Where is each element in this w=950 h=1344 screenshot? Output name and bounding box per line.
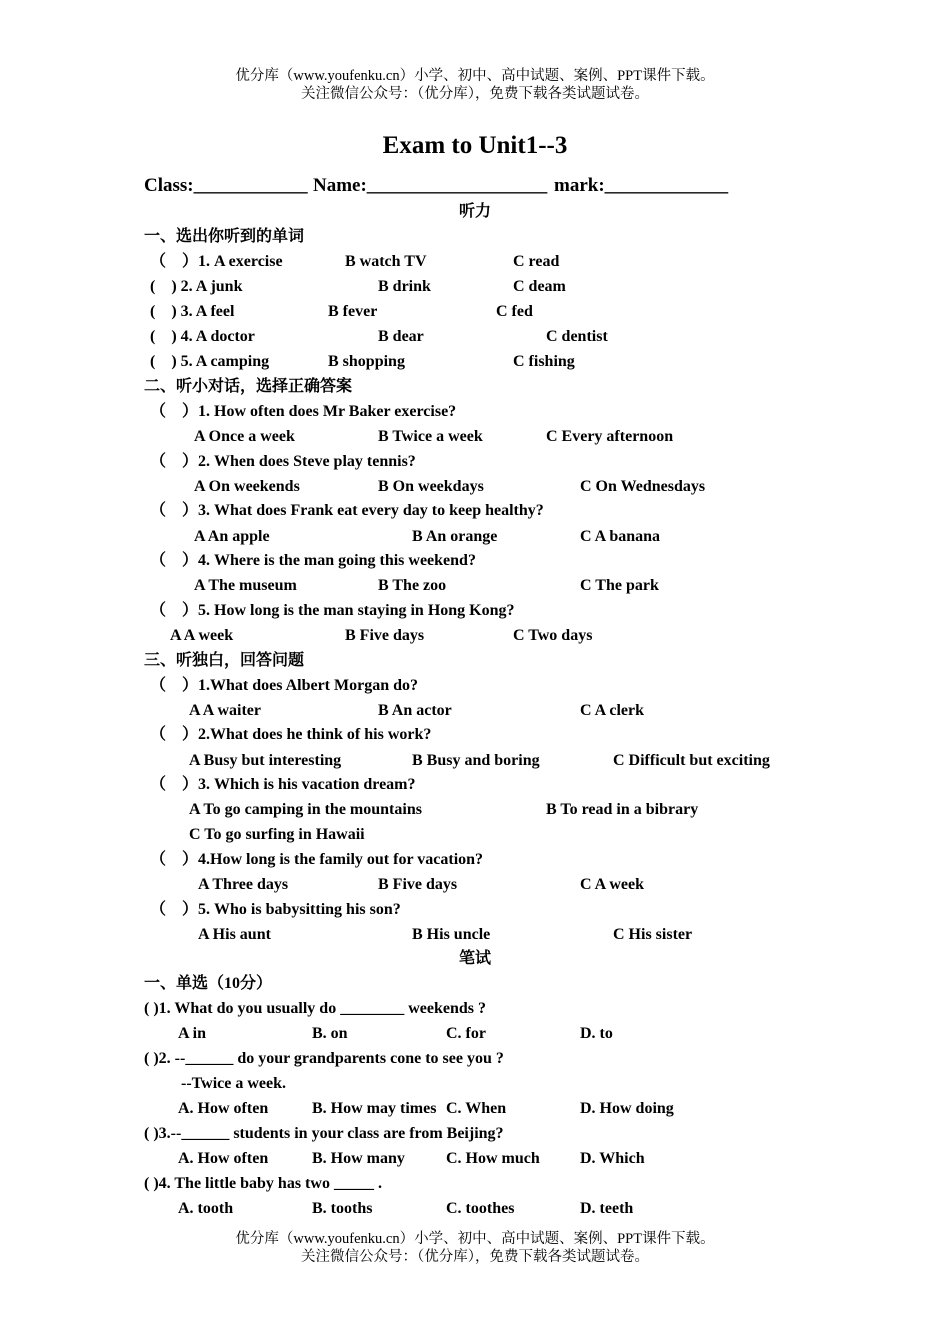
l3-q5: （ ）5. Who is babysitting his son? xyxy=(150,901,401,918)
l2-q1-c: C Every afternoon xyxy=(546,428,674,445)
l1-q5-c: C fishing xyxy=(513,353,575,370)
l3-q3-a: A To go camping in the mountains xyxy=(189,801,422,818)
l2-q4-b: B The zoo xyxy=(378,577,447,594)
l3-q5-b: B His uncle xyxy=(412,926,491,943)
w1-q1: ( )1. What do you usually do ________ weekends ? xyxy=(144,1000,486,1017)
watermark-bottom-line1: 优分库（www.youfenku.cn）小学、初中、高中试题、案例、PPT课件下载。 xyxy=(235,1231,715,1247)
w1-q3-b: B. How many xyxy=(312,1150,405,1167)
watermark-top-line2: 关注微信公众号：（优分库），免费下载各类试题试卷。 xyxy=(301,86,649,102)
l1-q4-b: B dear xyxy=(378,328,424,345)
l3-q1-c: C A clerk xyxy=(580,702,644,719)
l1-q1: （ ）1. A exercise xyxy=(150,253,283,270)
l2-q3-c: C A banana xyxy=(580,528,661,545)
w1-q4-d: D. teeth xyxy=(580,1200,634,1217)
listening-part3-title: 三、听独白，回答问题 xyxy=(144,652,305,669)
l3-q1-a: A A waiter xyxy=(189,702,261,719)
w1-q4-a: A. tooth xyxy=(178,1200,234,1217)
l3-q2: （ ）2.What does he think of his work? xyxy=(150,726,432,743)
l2-q5-b: B Five days xyxy=(345,627,425,644)
l3-q4-c: C A week xyxy=(580,876,644,893)
w1-q4-c: C. toothes xyxy=(446,1200,515,1217)
w1-q2-d: D. How doing xyxy=(580,1100,674,1117)
w1-q2-a: A. How often xyxy=(178,1100,269,1117)
l2-q3: （ ）3. What does Frank eat every day to keep healthy? xyxy=(150,502,544,519)
l1-q3-c: C fed xyxy=(496,303,533,320)
l1-q2-b: B drink xyxy=(378,278,431,295)
l1-q5: ( ) 5. A camping xyxy=(150,353,270,370)
watermark-bottom-line2: 关注微信公众号：（优分库），免费下载各类试题试卷。 xyxy=(301,1249,649,1265)
l3-q2-c: C Difficult but exciting xyxy=(613,752,770,769)
l2-q2-b: B On weekdays xyxy=(378,478,484,495)
l3-q5-c: C His sister xyxy=(613,926,693,943)
l1-q5-b: B shopping xyxy=(328,353,405,370)
exam-title: Exam to Unit1--3 xyxy=(382,132,568,159)
l1-q2: ( ) 2. A junk xyxy=(150,278,243,295)
l1-q4-c: C dentist xyxy=(546,328,608,345)
l3-q3-b: B To read in a bibrary xyxy=(546,801,699,818)
l3-q4: （ ）4.How long is the family out for vacation? xyxy=(150,851,484,868)
l1-q3: ( ) 3. A feel xyxy=(150,303,235,320)
l2-q5-c: C Two days xyxy=(513,627,593,644)
l3-q1-b: B An actor xyxy=(378,702,452,719)
class-field: Class:____________ xyxy=(144,175,308,196)
l2-q5-a: A A week xyxy=(170,627,234,644)
w1-q4: ( )4. The little baby has two _____ . xyxy=(144,1175,382,1192)
l2-q3-b: B An orange xyxy=(412,528,498,545)
l3-q2-b: B Busy and boring xyxy=(412,752,540,769)
writing-part1-title: 一、单选（10分） xyxy=(144,975,273,992)
l3-q4-b: B Five days xyxy=(378,876,458,893)
listening-heading: 听力 xyxy=(458,203,491,220)
w1-q1-d: D. to xyxy=(580,1025,613,1042)
watermark-top-line1: 优分库（www.youfenku.cn）小学、初中、高中试题、案例、PPT课件下载。 xyxy=(235,68,715,84)
l1-q1-c: C read xyxy=(513,253,560,270)
w1-q2-b: B. How may times xyxy=(312,1100,437,1117)
w1-q3-a: A. How often xyxy=(178,1150,269,1167)
w1-q3-d: D. Which xyxy=(580,1150,645,1167)
l3-q3: （ ）3. Which is his vacation dream? xyxy=(150,776,416,793)
l3-q4-a: A Three days xyxy=(198,876,289,893)
w1-q2: ( )2. --______ do your grandparents cone to see you ? xyxy=(144,1050,504,1067)
listening-part2-title: 二、听小对话，选择正确答案 xyxy=(144,378,353,395)
mark-field: mark:_____________ xyxy=(554,175,729,196)
l2-q5: （ ）5. How long is the man staying in Hong Kong? xyxy=(150,602,515,619)
l1-q4: ( ) 4. A doctor xyxy=(150,328,255,345)
listening-part1-title: 一、选出你听到的单词 xyxy=(144,228,305,245)
writing-heading: 笔试 xyxy=(458,950,491,967)
l2-q1-b: B Twice a week xyxy=(378,428,483,445)
w1-q2-c: C. When xyxy=(446,1100,507,1117)
l3-q2-a: A Busy but interesting xyxy=(189,752,342,769)
l3-q3-c: C To go surfing in Hawaii xyxy=(189,826,365,843)
l3-q5-a: A His aunt xyxy=(198,926,271,943)
w1-q1-c: C. for xyxy=(446,1025,486,1042)
l1-q3-b: B fever xyxy=(328,303,378,320)
l3-q1: （ ）1.What does Albert Morgan do? xyxy=(150,677,419,694)
l2-q1: （ ）1. How often does Mr Baker exercise? xyxy=(150,403,457,420)
l2-q4-c: C The park xyxy=(580,577,659,594)
w1-q1-a: A in xyxy=(178,1025,207,1042)
name-field: Name:___________________ xyxy=(313,175,548,196)
w1-q3-c: C. How much xyxy=(446,1150,540,1167)
w1-q1-b: B. on xyxy=(312,1025,348,1042)
l2-q2-c: C On Wednesdays xyxy=(580,478,706,495)
w1-q2-extra: --Twice a week. xyxy=(181,1075,286,1092)
l2-q4-a: A The museum xyxy=(194,577,297,594)
l2-q3-a: A An apple xyxy=(194,528,270,545)
l1-q2-c: C deam xyxy=(513,278,566,295)
l2-q2-a: A On weekends xyxy=(194,478,300,495)
w1-q3: ( )3.--______ students in your class are from Beijing? xyxy=(144,1125,504,1142)
l1-q1-b: B watch TV xyxy=(345,253,427,270)
l2-q4: （ ）4. Where is the man going this weekend? xyxy=(150,552,476,569)
l2-q2: （ ）2. When does Steve play tennis? xyxy=(150,453,416,470)
w1-q4-b: B. tooths xyxy=(312,1200,373,1217)
l2-q1-a: A Once a week xyxy=(194,428,295,445)
